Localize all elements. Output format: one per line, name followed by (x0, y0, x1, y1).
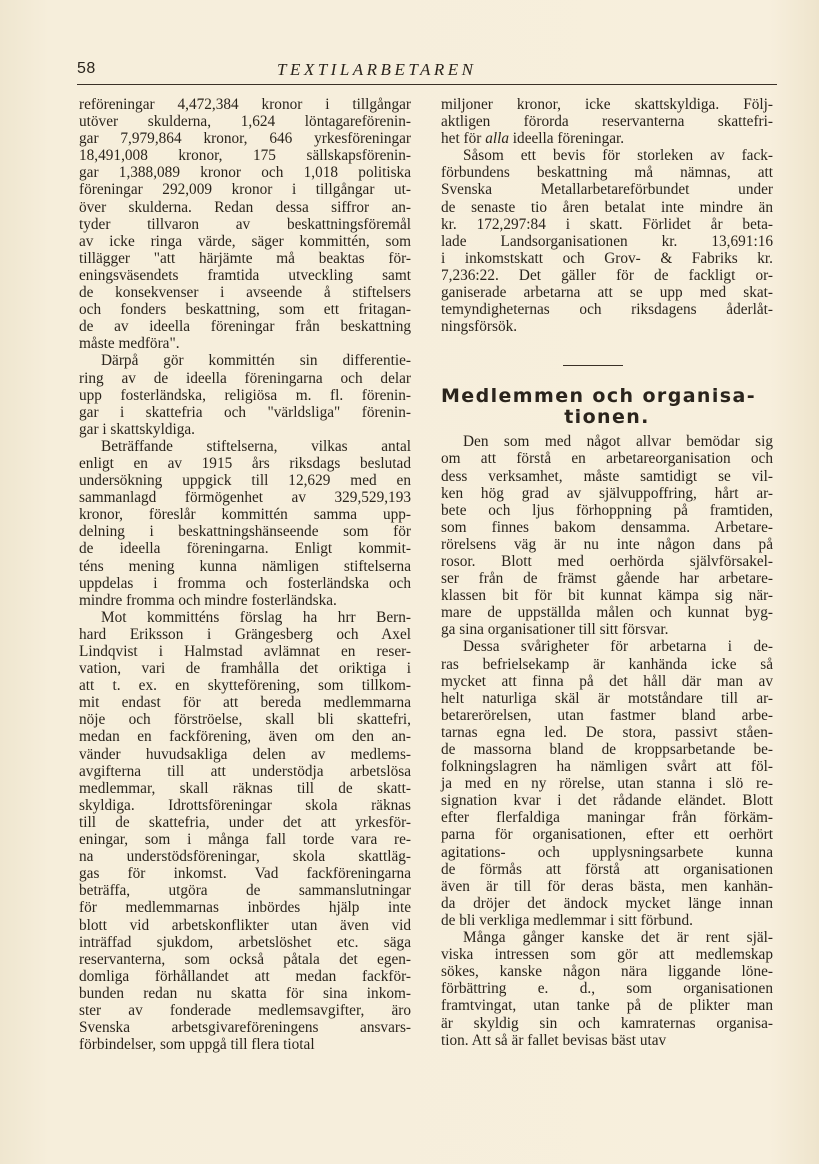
text-line: beträffa, utgöra de sammanslutningar (79, 882, 411, 900)
text-line: undersökning uppgick till 12,629 med en (79, 472, 411, 490)
text-line: de massorna bland de kroppsarbetande be- (441, 741, 773, 758)
text-line: de ideella föreningarna. Enligt kommit- (79, 540, 411, 558)
text-line: na understödsföreningar, skola skattläg- (79, 848, 411, 866)
text-line: eningar, som i många fall torde vara re- (79, 831, 411, 849)
text-line: Många gånger kanske det är rent själ- (463, 929, 773, 947)
text-line: upp fosterländska, religiösa m. fl. förenin- (79, 386, 411, 404)
text-line: bunden redan nu skatta för sina inkom- (79, 984, 411, 1002)
text-line: tion. Att så är fallet bevisas bäst utav (441, 1031, 667, 1049)
text-line: gar i skattskyldiga. (79, 420, 195, 438)
text-line: tyder tillvaron av beskattningsföremål (79, 215, 411, 233)
text-line: efter flerfaldiga maningar från förkäm- (441, 809, 773, 827)
text-line: måste medföra". (79, 335, 180, 353)
text-line: vänder huvudsakliga delen av medlems- (79, 745, 411, 763)
text-line: nöje och förströelse, skall bli skattefri, (79, 711, 411, 729)
right-column-text-bottom (441, 433, 773, 1048)
right-column (441, 96, 773, 1049)
text-line: gas för inkomst. Vad fackföreningarna (79, 865, 411, 883)
text-line: het för alla ideella föreningar. (441, 130, 625, 148)
text-line: Lindqvist i Halmstad avlämnat en reser- (79, 643, 411, 660)
text-line: tillägger "att härjämte må beaktas för- (79, 249, 411, 267)
text-line: folkningslagren ha nämligen svårt att föl- (441, 758, 773, 776)
text-line: de bli verkliga medlemmar i sitt förbund. (441, 911, 693, 929)
text-line: gar 1,388,089 kronor och 1,018 politiska (79, 164, 411, 182)
text-line: förbättring e. d., som organisationen (441, 980, 773, 998)
text-line: Dessa svårigheter för arbetarna i de- (463, 638, 773, 656)
text-line: 7,236:22. Det gäller för de fackligt or- (441, 266, 773, 284)
text-line: mare de uppställda målen och kunnat byg- (441, 604, 773, 622)
text-line: föreningar 292,009 kronor i tillgångar ut- (79, 181, 411, 199)
text-line: vation, vari de framhålla det oriktiga i (79, 660, 411, 678)
text-line: temyndigheternas och riksdagens åderlåt- (441, 301, 773, 319)
text-line: Därpå gör kommittén sin differentie- (101, 352, 411, 370)
text-line: ster av fonderade medlemsavgifter, äro (79, 1001, 411, 1019)
text-line: medan en fackförening, även om den an- (79, 728, 411, 746)
text-line: de av ideella föreningar från beskattning (79, 318, 411, 336)
text-line: helt naturliga skäl är motståndare till ar- (441, 689, 773, 707)
text-line: förbundens beskattning må nämnas, att (441, 164, 773, 182)
text-line: skyldiga. Idrottsföreningar skola räknas (79, 796, 411, 814)
text-line: Mot kommitténs förslag ha hrr Bern- (101, 608, 411, 626)
text-line: 18,491,008 kronor, 175 sällskapsförenin- (79, 147, 411, 165)
text-line: avgifterna till att understödja arbetslösa (79, 762, 411, 780)
page-number: 58 (77, 60, 96, 77)
text-line: Såsom ett bevis för storleken av fack- (463, 147, 773, 165)
text-line: sammanlagd förmögenhet av 329,529,193 (79, 489, 411, 507)
page-header (77, 58, 777, 85)
text-line: bete och ljus förhoppning på framtiden, (441, 501, 773, 519)
text-line: ser från de främst gående har arbetare- (441, 570, 773, 588)
text-line: även är till för deras bästa, men kanhän- (441, 877, 773, 895)
text-line: dess verksamhet, måste samtidigt se vil- (441, 467, 773, 485)
text-line: betarerörelsen, utan fastmer bland arbe- (441, 706, 773, 724)
text-line: inträffad sjukdom, arbetslöshet etc. säga (79, 933, 411, 951)
text-line: i inkomstskatt och Grov- & Fabriks kr. (441, 249, 773, 267)
text-line: rosor. Blott med oerhörda självförsakel- (441, 552, 773, 570)
text-line: enligt en av 1915 års riksdags beslutad (79, 454, 411, 472)
text-line: ring av de ideella föreningarna och delar (79, 369, 411, 387)
section-heading-line-1: Medlemmen och organisa- (441, 385, 756, 408)
text-line: kr. 172,297:84 i skatt. Förlidet år beta- (441, 215, 773, 233)
text-line: téns mening kunna nämligen stiftelserna (79, 557, 411, 575)
text-line: blott vid arbetskonflikter utan även vid (79, 916, 411, 934)
text-line: miljoner kronor, icke skattskyldiga. Följ- (441, 96, 773, 113)
text-line: agitations- och upplysningsarbete kunna (441, 843, 773, 861)
text-line: lade Landsorganisationen kr. 13,691:16 (441, 232, 773, 250)
text-line: ganiserade arbetarna att se upp med skat- (441, 284, 773, 302)
text-line: de konsekvenser i avseende å stiftelsers (79, 284, 411, 302)
text-line: ningsförsök. (441, 318, 518, 336)
text-line: som finnes bakom densamma. Arbetare- (441, 518, 773, 536)
text-line: de förmås att förstå att organisationen (441, 860, 773, 878)
text-line: mit endast för att bereda medlemmarna (79, 694, 411, 712)
running-title: TEXTILARBETAREN (277, 60, 477, 79)
text-line: gar 7,979,864 kronor, 646 yrkesföreningar (79, 130, 411, 148)
text-line: förbindelser, som uppgå till flera tiotal (79, 1036, 315, 1054)
text-line: de senaste tio åren betalat inte mindre än (441, 198, 773, 216)
text-line: gar i skattefria och "världsliga" förenin- (79, 403, 411, 421)
section-heading-line-2: tionen. (564, 406, 650, 429)
text-line: Den som med något allvar bemödar sig (463, 433, 773, 451)
text-line: framtvingat, utan tanke på de plikter man (441, 997, 773, 1015)
text-line: att t. ex. en skytteförening, som tillkom- (79, 677, 411, 695)
text-line: reföreningar 4,472,384 kronor i tillgångar (79, 96, 411, 113)
text-line: Svenska Metallarbetareförbundet under (441, 181, 773, 199)
text-line: signation kvar i det rådande eländet. Blott (441, 792, 773, 810)
text-line: Beträffande stiftelserna, vilkas antal (101, 437, 411, 455)
left-column (79, 96, 411, 1053)
text-line: rörelsens väg är nu inte någon dans på (441, 535, 773, 553)
text-line: för medlemmarnas inbördes hjälp inte (79, 899, 411, 917)
text-line: reservanterna, som också påtala det egen- (79, 950, 411, 968)
text-line: tarnas egna led. De stora, passivt ståen- (441, 723, 773, 741)
text-line: och fonders beskattning, som ett fritagan- (79, 301, 411, 319)
text-line: mycket att finna på det håll där man av (441, 672, 773, 690)
text-line: ga sina organisationer till sitt försvar. (441, 621, 669, 639)
text-line: parna för organisationen, efter ett oerhört (441, 826, 773, 844)
text-line: delning i beskattningshänseende som för (79, 523, 411, 541)
section-divider (563, 365, 623, 366)
text-line: Svenska arbetsgivareföreningens ansvars- (79, 1019, 411, 1037)
text-line: uppdelas i fromma och fosterländska och (79, 574, 411, 592)
text-line: ja med en ny rörelse, utan stanna i slö re- (441, 775, 773, 793)
text-line: till de skattefria, under det att yrkesför- (79, 813, 411, 831)
text-line: hard Eriksson i Grängesberg och Axel (79, 625, 411, 643)
text-line: av icke ringa värde, säger kommittén, som (79, 232, 411, 250)
text-line: ken hög grad av självuppoffring, hårt ar- (441, 484, 773, 502)
text-line: mindre fromma och mindre fosterländska. (79, 591, 337, 609)
left-column-text (79, 96, 411, 1053)
text-line: utöver skulderna, 1,624 löntagareförenin- (79, 113, 411, 131)
text-line: domliga förhållandet att medan fackför- (79, 967, 411, 985)
text-line: om att förstå en arbetareorganisation och (441, 450, 773, 468)
text-line: ras befrielsekamp är kanhända icke så (441, 655, 773, 673)
section-heading (441, 386, 773, 428)
text-line: da dröjer det ändock mycket länge innan (441, 894, 773, 912)
text-line: kronor, föreslår kommittén samma upp- (79, 506, 411, 524)
right-column-text-top (441, 96, 773, 335)
text-line: aktligen förorda reservanterna skattefri- (441, 113, 773, 131)
text-line: eningsväsendets framtida utveckling samt (79, 266, 411, 284)
text-line: klassen bit för bit kunnat kämpa sig när- (441, 587, 773, 605)
text-line: medlemmar, skall räknas till de skatt- (79, 779, 411, 797)
text-line: viska intressen som gör att medlemskap (441, 946, 773, 964)
text-line: över skulderna. Redan dessa siffror an- (79, 198, 411, 216)
text-line: är skyldig sin och kamraternas organisa- (441, 1014, 773, 1032)
text-line: sökes, kanske någon nära liggande löne- (441, 963, 773, 981)
